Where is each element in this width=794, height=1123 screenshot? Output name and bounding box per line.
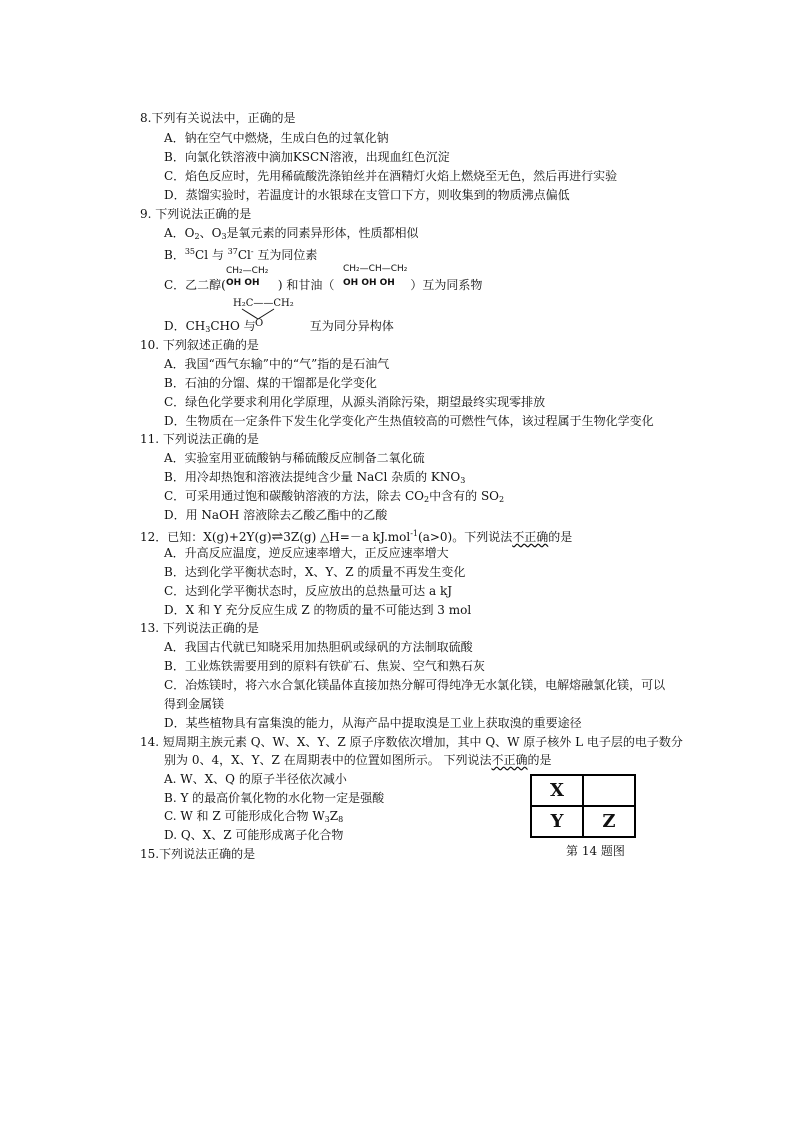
- figure-caption: 第 14 题图: [566, 844, 625, 858]
- glycol-structure-top: CH₂—CH₂: [226, 266, 269, 276]
- q10-option-c: C．绿色化学要求利用化学原理，从源头消除污染，期望最终实现零排放: [164, 395, 546, 409]
- q9-option-c: C．乙二醇( ) 和甘油（ ）互为同系物: [164, 278, 483, 292]
- q9-stem: 9. 下列说法正确的是: [140, 207, 252, 221]
- epoxide-structure-top: H₂C——CH₂: [233, 298, 294, 309]
- glycerol-structure-top: CH₂—CH—CH₂: [343, 264, 408, 274]
- q10-option-b: B．石油的分馏、煤的干馏都是化学变化: [164, 376, 377, 390]
- q12-option-d: D．X 和 Y 充分反应生成 Z 的物质的量不可能达到 3 mol: [164, 603, 472, 617]
- q11-option-b: B．用冷却热饱和溶液法提纯含少量 NaCl 杂质的 $KNO_3$: [164, 470, 466, 485]
- q10-option-a: A．我国“西气东输”中的“气”指的是石油气: [164, 357, 390, 371]
- q8-option-d: D．蒸馏实验时，若温度计的水银球在支管口下方，则收集到的物质沸点偏低: [164, 188, 570, 202]
- q13-stem: 13. 下列说法正确的是: [140, 621, 259, 635]
- q8-option-b: B．向氯化铁溶液中滴加KSCN溶液，出现血红色沉淀: [164, 150, 450, 164]
- q14-stem: 14. 短周期主族元素 Q、W、X、Y、Z 原子序数依次增加，其中 Q、W 原子核外 L 电子层的电子数分: [140, 735, 683, 749]
- glycerol-structure-bottom: OH OH OH: [343, 278, 395, 288]
- q8-stem: 8.下列有关说法中，正确的是: [140, 111, 296, 125]
- q8-option-c: C．焰色反应时，先用稀硫酸洗涤铂丝并在酒精灯火焰上燃烧至无色，然后再进行实验: [164, 169, 618, 183]
- cell-empty: [583, 775, 635, 806]
- q14-stem-continued: 别为 0、4，X、Y、Z 在周期表中的位置如图所示。 下列说法不正确的是: [164, 753, 552, 767]
- q10-option-d: D．生物质在一定条件下发生化学变化产生热值较高的可燃性气体，该过程属于生物化学变化: [164, 414, 654, 428]
- q13-option-b: B．工业炼铁需要用到的原料有铁矿石、焦炭、空气和熟石灰: [164, 659, 485, 673]
- q14-option-c: C. W 和 Z 可能形成化合物 $W_3Z_8$: [164, 809, 344, 824]
- q12-option-c: C．达到化学平衡状态时，反应放出的总热量可达 a kJ: [164, 584, 453, 598]
- epoxide-structure-oxygen: O: [255, 318, 264, 329]
- q11-stem: 11. 下列说法正确的是: [140, 432, 259, 446]
- q13-option-a: A．我国古代就已知晓采用加热胆矾或绿矾的方法制取硫酸: [164, 640, 473, 654]
- q9-option-b: B．$^{35}$Cl 与 $^{37}$Cl- 互为同位素: [164, 247, 318, 262]
- cell-x: X: [531, 775, 583, 806]
- q15-stem: 15.下列说法正确的是: [140, 847, 256, 861]
- q13-option-c: C．冶炼镁时，将六水合氯化镁晶体直接加热分解可得纯净无水氯化镁，电解熔融氯化镁，可以: [164, 678, 666, 692]
- q14-option-b: B. Y 的最高价氧化物的水化物一定是强酸: [164, 791, 385, 805]
- glycol-structure-bottom: OH OH: [226, 278, 260, 288]
- q13-option-c-continued: 得到金属镁: [164, 697, 225, 711]
- q9-option-a: A．$O_2$、$O_3$是氧元素的同素异形体，性质都相似: [164, 226, 419, 241]
- q9-option-d: D．$CH_3CHO$ 与 互为同分异构体: [164, 319, 394, 334]
- q12-option-a: A．升高反应温度，逆反应速率增大，正反应速率增大: [164, 546, 449, 560]
- q12-stem: 12．已知：X(g)+2Y(g)⇌3Z(g) △H=－a kJ.mol$^{-1}$(a>0)。下列说法不正确的是: [140, 529, 573, 545]
- cell-z: Z: [583, 806, 635, 837]
- q13-option-d: D．某些植物具有富集溴的能力，从海产品中提取溴是工业上获取溴的重要途径: [164, 716, 582, 730]
- q14-option-a: A. W、X、Q 的原子半径依次减小: [164, 772, 347, 786]
- q10-stem: 10. 下列叙述正确的是: [140, 338, 259, 352]
- q11-option-a: A．实验室用亚硫酸钠与稀硫酸反应制备二氧化硫: [164, 451, 425, 465]
- periodic-table-figure: [530, 774, 636, 838]
- q8-option-a: A．钠在空气中燃烧，生成白色的过氧化钠: [164, 131, 389, 145]
- q14-option-d: D. Q、X、Z 可能形成离子化合物: [164, 828, 344, 842]
- q12-option-b: B．达到化学平衡状态时，X、Y、Z 的质量不再发生变化: [164, 565, 466, 579]
- q11-option-d: D．用 NaOH 溶液除去乙酸乙酯中的乙酸: [164, 508, 388, 522]
- q11-option-c: C．可采用通过饱和碳酸钠溶液的方法，除去 $CO_2$中含有的 $SO_2$: [164, 489, 505, 504]
- cell-y: Y: [531, 806, 583, 837]
